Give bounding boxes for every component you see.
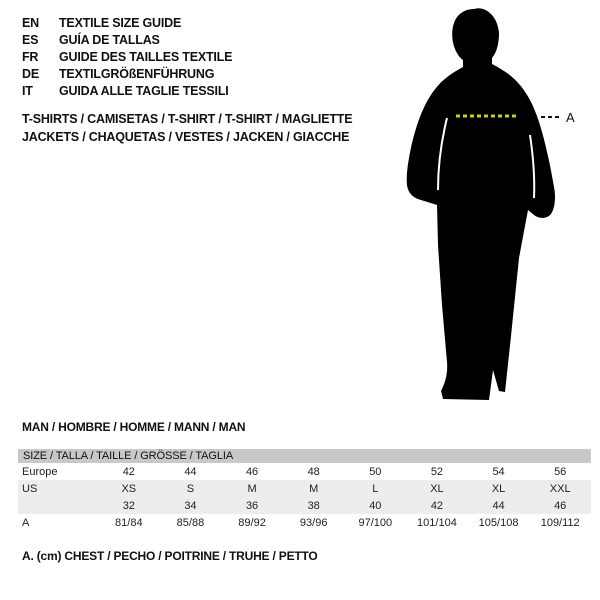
table-cell: M bbox=[221, 480, 283, 497]
measurement-footnote: A. (cm) CHEST / PECHO / POITRINE / TRUHE / PETTO bbox=[22, 549, 318, 563]
gender-section-label: MAN / HOMBRE / HOMME / MANN / MAN bbox=[22, 420, 246, 434]
size-table-header-row bbox=[18, 449, 591, 463]
category-line-tshirts: T-SHIRTS / CAMISETAS / T-SHIRT / T-SHIRT / MAGLIETTE bbox=[22, 112, 353, 126]
language-code: DE bbox=[22, 67, 39, 81]
language-code: EN bbox=[22, 16, 39, 30]
table-cell: 52 bbox=[430, 465, 444, 478]
size-table bbox=[18, 449, 591, 531]
table-cell: 40 bbox=[345, 497, 407, 514]
table-cell: 93/96 bbox=[299, 516, 328, 529]
table-cell: 44 bbox=[184, 465, 197, 478]
language-label: GUÍA DE TALLAS bbox=[59, 33, 160, 47]
table-cell: 105/108 bbox=[478, 516, 519, 529]
table-cell: 42 bbox=[122, 465, 135, 478]
table-row-us-letters bbox=[18, 480, 591, 497]
table-cell: 32 bbox=[98, 497, 160, 514]
table-cell: 46 bbox=[245, 465, 259, 478]
language-code: IT bbox=[22, 84, 33, 98]
size-table-header: SIZE / TALLA / TAILLE / GRÖSSE / TAGLIA bbox=[18, 449, 591, 463]
language-row bbox=[22, 66, 232, 83]
measure-label-a: A bbox=[566, 110, 575, 125]
row-label: US bbox=[18, 480, 98, 497]
table-cell: 42 bbox=[406, 497, 468, 514]
row-label bbox=[18, 497, 98, 514]
table-cell: 97/100 bbox=[358, 516, 393, 529]
language-label: TEXTILGRÖßENFÜHRUNG bbox=[59, 67, 215, 81]
language-row bbox=[22, 15, 232, 32]
language-code: ES bbox=[22, 33, 39, 47]
language-code: FR bbox=[22, 50, 39, 64]
language-guide-list bbox=[22, 15, 232, 100]
language-row bbox=[22, 32, 232, 49]
row-label: A bbox=[22, 516, 30, 529]
table-cell: 46 bbox=[529, 497, 591, 514]
table-row-chest-cm bbox=[18, 514, 591, 531]
table-row-europe bbox=[18, 463, 591, 480]
table-cell: 101/104 bbox=[417, 516, 457, 529]
table-cell: 50 bbox=[369, 465, 382, 478]
table-cell: XL bbox=[468, 480, 530, 497]
table-cell: M bbox=[283, 480, 345, 497]
table-cell: XL bbox=[406, 480, 468, 497]
table-cell: 44 bbox=[468, 497, 530, 514]
language-label: GUIDA ALLE TAGLIE TESSILI bbox=[59, 84, 229, 98]
garment-category bbox=[22, 110, 352, 146]
table-cell: 56 bbox=[554, 465, 567, 478]
table-cell: L bbox=[345, 480, 407, 497]
table-cell: 38 bbox=[283, 497, 345, 514]
table-cell: 85/88 bbox=[176, 516, 205, 529]
table-cell: XXL bbox=[529, 480, 591, 497]
man-silhouette bbox=[407, 8, 555, 400]
language-row bbox=[22, 83, 232, 100]
man-silhouette-figure bbox=[400, 0, 585, 410]
language-row bbox=[22, 49, 232, 66]
table-cell: 54 bbox=[492, 465, 505, 478]
category-line-jackets: JACKETS / CHAQUETAS / VESTES / JACKEN / GIACCHE bbox=[22, 130, 350, 144]
table-cell: XS bbox=[98, 480, 160, 497]
table-cell: S bbox=[160, 480, 222, 497]
table-cell: 36 bbox=[221, 497, 283, 514]
row-label: Europe bbox=[22, 465, 58, 478]
language-label: GUIDE DES TAILLES TEXTILE bbox=[59, 50, 233, 64]
table-cell: 89/92 bbox=[238, 516, 266, 529]
table-row-us-numbers bbox=[18, 497, 591, 514]
table-cell: 48 bbox=[307, 465, 320, 478]
table-cell: 34 bbox=[160, 497, 222, 514]
table-cell: 109/112 bbox=[540, 516, 580, 529]
table-cell: 81/84 bbox=[115, 516, 143, 529]
language-label: TEXTILE SIZE GUIDE bbox=[59, 16, 182, 30]
